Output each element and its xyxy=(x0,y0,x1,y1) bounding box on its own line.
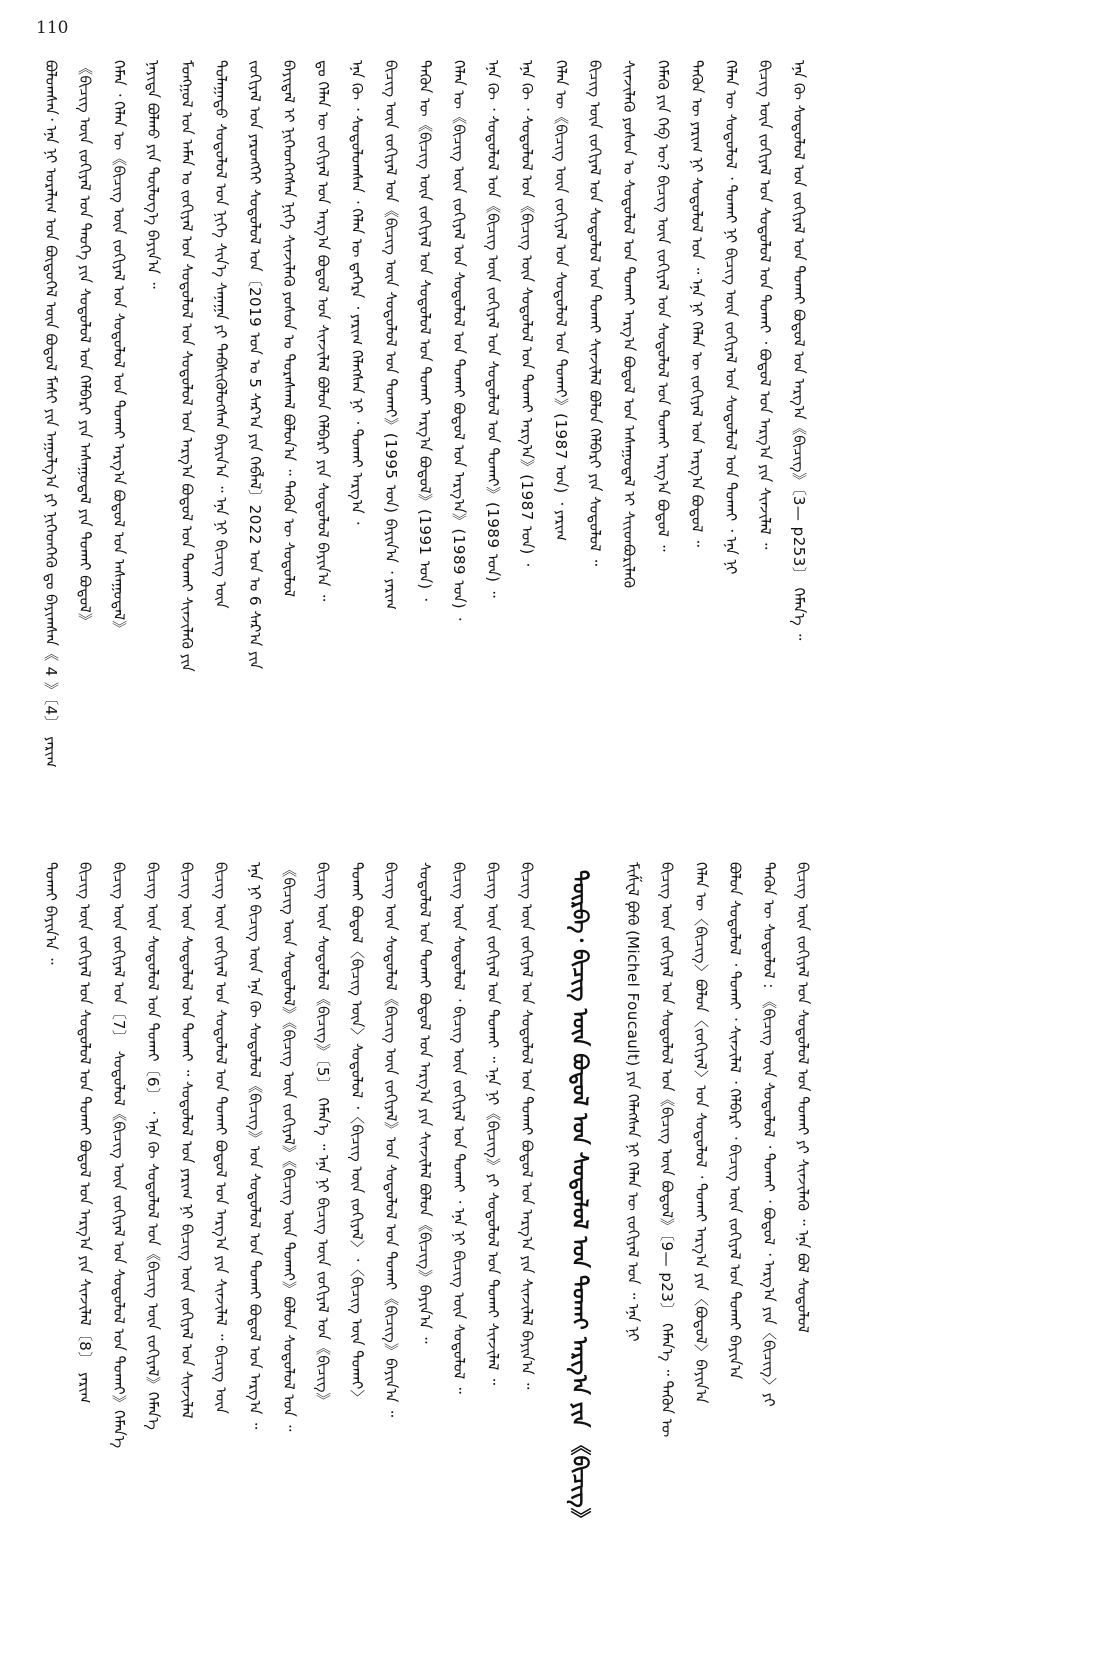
body-text: ᠲᠤᠬᠠᠶ ᠪᠣᠳᠤᠯ〈ᠪᠢᠴᠢᠭ ᠦᠨ〉ᠰᠤᠳᠤᠯᠤᠯ ᠂〈ᠪᠢᠴᠢᠭ ᠦᠨ ᠵᠣᠬᠢᠶᠠᠯ〉᠂〈ᠪᠢᠴᠢᠭ ᠦᠨ ᠲᠤᠬᠠᠶ〉 xyxy=(348,862,366,1405)
body-text: ᠪᠢᠴᠢᠭ ᠦᠨ ᠰᠤᠳᠤᠯᠤᠯ《ᠪᠢᠴᠢᠭ ᠦᠨ ᠵᠣᠬᠢᠶᠠᠯ》ᠤᠨ ᠰᠤᠳᠤᠯᠤᠯ ᠤᠨ ᠲᠤᠬᠠᠶ《ᠪᠢᠴᠢᠭ》ᠪᠠᠶᠢᠨ᠎ᠠ ᠃ xyxy=(382,862,400,1418)
top-block-text: ᠬᠡᠯᠡᠨ ᠦ《ᠪᠢᠴᠢᠭ ᠦᠨ ᠵᠣᠬᠢᠶᠠᠯ ᠤᠨ ᠰᠣᠳᠤᠯᠤᠯ ᠤᠨ ᠲᠤᠬᠠᠶ》(1987 ᠣᠨ) ᠂ ᠶᠠᠷᠢᠭ xyxy=(552,60,570,542)
top-block-text: ᠡᠨᠡ ᠬᠦ ᠂ ᠰᠤᠳᠤᠯᠤᠭᠰᠠᠨ ᠂ ᠬᠡᠯᠡᠨ ᠦ ᠳ᠋ᠡᠭᠡᠷᠡ ᠂ ᠶᠠᠷᠢᠭ ᠬᠡᠯᠡᠭᠰᠡᠨ ᠨᠢ ᠂ ᠲᠤᠬᠠᠶ ᠠᠷᠭ᠎ᠠ ᠂ xyxy=(348,60,366,525)
top-block-column xyxy=(68,60,102,800)
top-block-text: ᠪᠠᠶᠢᠳᠠᠯ ᠢ ᠨᠢᠭᠡᠳᠬᠡᠭᠰᠡᠨ ᠨᠢᠭᠡ ᠰᠢᠨᠵᠢᠯᠡᠬᠦ ᠶᠣᠰᠣᠨ ᠤ ᠳᠤᠷᠠᠰᠬᠠᠯ ᠪᠣᠯᠤᠨ᠎ᠠ ᠃ ᠲᠡᠭᠦᠨ ᠦ ᠰᠤᠳᠤᠯᠤᠯ xyxy=(280,60,298,597)
top-block-column xyxy=(714,60,748,800)
body-column xyxy=(34,862,68,1652)
top-block-text: ᠰᠢᠨᠵᠢᠯᠡᠬᠦ ᠶᠣᠰᠣᠨ ᠤ ᠰᠣᠳᠤᠯᠤᠯ ᠤᠨ ᠲᠤᠬᠠᠶ ᠠᠷᠭ᠎ᠠ ᠪᠣᠳᠤᠯ ᠤᠨ ᠠᠰᠠᠭᠤᠳᠠᠯ ᠢ ᠰᠢᠢᠳᠪᠦᠷᠢᠯᠡᠬᠦ xyxy=(620,60,638,589)
body-text: ᠪᠢᠴᠢᠭ ᠦᠨ ᠵᠣᠬᠢᠶᠠᠯ ᠤᠨ ᠲᠤᠬᠠᠶ ᠃ ᠡᠨᠡ ᠨᠢ《ᠪᠢᠴᠢᠭ》ᠶᠢ ᠰᠤᠳᠤᠯᠤᠯ ᠤᠨ ᠲᠤᠬᠠᠶ ᠰᠢᠨᠵᠢᠯᠡᠯ ᠃ xyxy=(484,862,502,1385)
top-block-text: ᠡᠨᠡ ᠬᠦ ᠰᠤᠳᠤᠯᠤᠯ ᠤᠨ ᠵᠣᠬᠢᠶᠠᠯ ᠤᠨ ᠲᠤᠬᠠᠶ ᠪᠣᠳᠤᠯ ᠤᠨ ᠠᠷᠭ᠎ᠠ《ᠪᠢᠴᠢᠭ》〔3— p253〕 ᠬᠡᠮᠡᠨ᠎ᠡ ᠃ xyxy=(790,60,808,641)
body-column xyxy=(510,862,544,1652)
body-text: ᠪᠢᠴᠢᠭ ᠦᠨ ᠵᠣᠬᠢᠶᠠᠯ ᠤᠨ ᠰᠤᠳᠤᠯᠤᠯ ᠤᠨ ᠲᠤᠬᠠᠶ ᠪᠣᠳᠤᠯ ᠤᠨ ᠠᠷᠭ᠎ᠠ ᠶᠢᠨ ᠰᠢᠨᠵᠢᠯᠡᠯ ᠃ ᠪᠢᠴᠢᠭ ᠦᠨ xyxy=(212,862,230,1414)
top-block-text: ᠮᠣᠩᠭᠣᠯ ᠤᠨ ᠠᠮᠠᠨ ᠤ ᠵᠣᠬᠢᠶᠠᠯ ᠤᠨ ᠰᠣᠳᠤᠯᠤᠯ ᠤᠨ ᠰᠤᠳᠤᠯᠤᠯ ᠤᠨ ᠠᠷᠭ᠎ᠠ ᠪᠣᠳᠤᠯ ᠤᠨ ᠲᠤᠬᠠᠶ ᠰᠢᠨᠵᠢᠯᠡᠬᠦ ᠶᠢᠨ xyxy=(178,60,196,672)
section-heading xyxy=(558,862,602,1652)
intro-text: ᠬᠡᠯᠡᠨ ᠦ〈ᠪᠢᠴᠢᠭ〉ᠪᠣᠯᠤᠨ〈ᠵᠣᠬᠢᠶᠠᠯ〉ᠤᠨ ᠰᠤᠳᠤᠯᠤᠯ ᠂ ᠲᠤᠬᠠᠶ ᠠᠷᠭ᠎ᠠ ᠶᠢᠨ〈ᠪᠣᠳᠤᠯ〉ᠪᠠᠶᠢᠨ᠎ᠠ xyxy=(692,862,710,1404)
intro-column xyxy=(752,862,786,1652)
intro-text: ᠪᠢᠴᠢᠭ ᠦᠨ ᠵᠣᠬᠢᠶᠠᠯ ᠤᠨ ᠰᠤᠳᠤᠯᠤᠯ ᠤᠨ ᠲᠤᠬᠠᠶ ᠶᠢ ᠰᠢᠨᠵᠢᠯᠡᠬᠦ ᠃ ᠡᠨᠡ ᠪᠣᠯ ᠰᠤᠳᠤᠯᠤᠯ xyxy=(794,862,812,1333)
top-block-column xyxy=(306,60,340,800)
section-block xyxy=(34,862,1078,1652)
body-column xyxy=(476,862,510,1652)
body-text: ᠪᠢᠴᠢᠭ ᠦᠨ ᠰᠤᠳᠤᠯᠤᠯ ᠂ ᠪᠢᠴᠢᠭ ᠦᠨ ᠵᠣᠬᠢᠶᠠᠯ ᠤᠨ ᠲᠤᠬᠠᠶ ᠂ ᠡᠨᠡ ᠨᠢ ᠪᠢᠴᠢᠭ ᠦᠨ ᠰᠤᠳᠤᠯᠤᠯ ᠃ xyxy=(450,862,468,1394)
body-text: ᠪᠢᠴᠢᠭ ᠦᠨ ᠵᠣᠬᠢᠶᠠᠯ ᠤᠨ ᠰᠤᠳᠤᠯᠤᠯ ᠤᠨ ᠲᠤᠬᠠᠶ ᠪᠣᠳᠤᠯ ᠤᠨ ᠠᠷᠭ᠎ᠠ ᠶᠢᠨ ᠰᠢᠨᠵᠢᠯᠡᠯ〔8〕 ᠶᠠᠷᠢᠭ xyxy=(76,862,94,1404)
body-text: ᠪᠢᠴᠢᠭ ᠦᠨ ᠰᠤᠳᠤᠯᠤᠯ ᠤᠨ ᠲᠤᠬᠠᠶ ᠃ ᠰᠤᠳᠤᠯᠤᠯ ᠤᠨ ᠶᠠᠷᠢᠭ ᠨᠢ ᠪᠢᠴᠢᠭ ᠦᠨ ᠵᠣᠬᠢᠶᠠᠯ ᠤᠨ ᠰᠢᠨᠵᠢᠯᠡᠯ xyxy=(178,862,196,1419)
body-text: 《ᠪᠢᠴᠢᠭ ᠦᠨ ᠰᠤᠳᠤᠯᠤᠯ》《ᠪᠢᠴᠢᠭ ᠦᠨ ᠵᠣᠬᠢᠶᠠᠯ》《ᠪᠢᠴᠢᠭ ᠦᠨ ᠲᠤᠬᠠᠶ》ᠪᠣᠯᠤᠨ ᠰᠤᠳᠤᠯᠤᠯ ᠤᠨ ᠃ xyxy=(280,862,298,1432)
body-column xyxy=(442,862,476,1652)
intro-text: ᠮᠢᠱᠧᠯ ᠹᠤᠻᠣ (Michel Foucault) ᠶᠢᠨ ᠬᠡᠯᠡᠭᠰᠡᠨ ᠨᠢ ᠬᠡᠯᠡᠨ ᠦ ᠵᠣᠬᠢᠶᠠᠯ ᠤᠨ ᠃ ᠡᠨᠡ ᠨᠢ xyxy=(624,862,642,1342)
top-block-text: ᠳ᠋ᠤ᠋ ᠬᠡᠯᠡᠨ ᠦ ᠵᠣᠬᠢᠶᠠᠯ ᠤᠨ ᠠᠷᠭ᠎ᠠ ᠪᠣᠳᠤᠯ ᠤᠨ ᠰᠢᠨᠵᠢᠯᠡᠯ ᠪᠣᠯᠤᠨ ᠬᠡᠯᠪᠡᠷᠢ ᠶᠢᠨ ᠰᠣᠳᠤᠯᠤᠯ ᠪᠠᠶᠢᠨ᠎ᠠ ᠃ xyxy=(314,60,332,602)
body-column xyxy=(272,862,306,1652)
intro-column xyxy=(786,862,820,1652)
top-block-text: ᠵᠣᠬᠢᠶᠠᠯ ᠤᠨ ᠶᠡᠷᠦᠩᠬᠡᠢ ᠰᠤᠳᠤᠯᠤᠯ ᠤᠨ〔2019 ᠣᠨ ᠤ 5 ᠰᠠᠷ᠎ᠠ ᠶᠢᠨ ᠬᠡᠪᠯᠡᠯ〕2022 ᠣᠨ ᠤ 6 ᠰᠠᠷ᠎ᠠ ᠶᠢᠨ xyxy=(246,60,264,670)
body-column xyxy=(374,862,408,1652)
top-block-column xyxy=(34,60,68,800)
top-block-text: ᠡᠨᠡ ᠬᠦ ᠂ ᠰᠤᠳᠤᠯᠤᠯ ᠤᠨ《ᠪᠢᠴᠢᠭ ᠦᠨ ᠰᠣᠳᠤᠯᠤᠯ ᠤᠨ ᠲᠤᠬᠠᠶ ᠠᠷᠭ᠎ᠠ》(1987 ᠣᠨ) ᠂ xyxy=(518,60,536,567)
top-block-column xyxy=(102,60,136,800)
top-block-text: ᠲᠡᠭᠦᠨ ᠦ ᠶᠠᠷᠢᠭ ᠨᠢ ᠰᠤᠳᠤᠯᠤᠯ ᠤᠨ ᠃ ᠡᠨᠡ ᠨᠢ ᠬᠡᠯᠡᠨ ᠦ ᠵᠣᠬᠢᠶᠠᠯ ᠤᠨ ᠠᠷᠭ᠎ᠠ ᠪᠣᠳᠤᠯ ᠃ xyxy=(688,60,706,547)
top-block-text: ᠪᠣᠯᠣᠭᠰᠠᠨ᠂ ᠡᠨᠡ ᠨᠢ ᠤᠷᠠᠯᠢᠭ ᠤᠨ ᠪᠦᠲᠦᠭᠡᠯ ᠦᠨ ᠪᠣᠳᠣᠯ ᠮᠠᠰᠢ ᠶᠢᠨ ᠠᠭᠤᠯᠭ᠎ᠠ ᠶᠢ ᠨᠢᠭᠡᠳᠬᠡᠬᠦ ᠳᠤ ᠪᠠᠶᠢᠭᠰᠠᠨ《 4 》〔4〕 ᠶᠠᠷᠢᠭ xyxy=(42,60,60,768)
page-number: 110 xyxy=(36,18,69,38)
body-column xyxy=(408,862,442,1652)
body-text: ᠪᠢᠴᠢᠭ ᠦᠨ ᠵᠣᠬᠢᠶᠠᠯ ᠤᠨ〔7〕 ᠰᠤᠳᠤᠯᠤᠯ《ᠪᠢᠴᠢᠭ ᠦᠨ ᠵᠣᠬᠢᠶᠠᠯ ᠤᠨ ᠰᠤᠳᠤᠯᠤᠯ ᠤᠨ ᠲᠤᠬᠠᠶ》ᠬᠡᠮᠡᠨ᠎ᠡ xyxy=(110,862,128,1449)
top-block-column xyxy=(782,60,816,800)
top-block-column xyxy=(204,60,238,800)
body-text: ᠪᠢᠴᠢᠭ ᠦᠨ ᠵᠣᠬᠢᠶᠠᠯ ᠤᠨ ᠰᠤᠳᠤᠯᠤᠯ ᠤᠨ ᠲᠤᠬᠠᠶ ᠪᠣᠳᠤᠯ ᠤᠨ ᠠᠷᠭ᠎ᠠ ᠶᠢᠨ ᠰᠢᠨᠵᠢᠯᠡᠯ ᠪᠠᠶᠢᠨ᠎ᠠ ᠃ xyxy=(518,862,536,1390)
intro-column xyxy=(650,862,684,1652)
intro-column xyxy=(718,862,752,1652)
top-block-column xyxy=(340,60,374,800)
top-block-column xyxy=(238,60,272,800)
top-block-text: ᠬᠡᠯᠡᠨ ᠦ《ᠪᠢᠴᠢᠭ ᠦᠨ ᠵᠣᠬᠢᠶᠠᠯ ᠤᠨ ᠰᠣᠳᠤᠯᠤᠯ ᠤᠨ ᠲᠤᠬᠠᠶ ᠪᠣᠳᠤᠯ ᠤᠨ ᠠᠷᠭ᠎ᠠ》(1989 ᠣᠨ) ᠂ xyxy=(450,60,468,621)
top-block-text: ᠨᠡᠶᠢᠲᠡ ᠪᠣᠯᠬᠤ ᠶᠢᠨ ᠲᠥᠯᠥᠭ᠎ᠡ ᠪᠠᠶᠢᠨ᠎ᠠ ᠃ xyxy=(144,60,162,289)
intro-text: ᠪᠣᠯᠤᠨ ᠰᠤᠳᠤᠯᠤᠯ ᠂ ᠲᠤᠬᠠᠶ ᠂ ᠰᠢᠨᠵᠢᠯᠡᠯ ᠂ ᠬᠡᠯᠪᠡᠷᠢ ᠂ ᠪᠢᠴᠢᠭ ᠦᠨ ᠵᠣᠬᠢᠶᠠᠯ ᠤᠨ ᠲᠤᠬᠠᠶ ᠪᠠᠶᠢᠨ᠎ᠠ xyxy=(726,862,744,1380)
top-block-text: 《ᠪᠢᠴᠢᠭ ᠦᠨ ᠵᠣᠬᠢᠶᠠᠯ ᠤᠨ ᠲᠡᠦᠬᠡ ᠶᠢᠨ ᠰᠣᠳᠤᠯᠤᠯ ᠤᠨ ᠬᠡᠯᠪᠡᠷᠢ ᠶᠢᠨ ᠠᠰᠠᠭᠤᠳᠠᠯ ᠶᠢᠨ ᠲᠤᠬᠠᠶ ᠪᠣᠳᠤᠯ》 xyxy=(76,60,94,629)
top-block-column xyxy=(646,60,680,800)
top-block-text: ᠪᠢᠴᠢᠭ ᠦᠨ ᠵᠣᠬᠢᠶᠠᠯ ᠤᠨ ᠰᠤᠳᠤᠯᠤᠯ ᠤᠨ ᠲᠤᠬᠠᠶ ᠰᠢᠨᠵᠢᠯᠡᠯ ᠪᠣᠯᠤᠨ ᠬᠡᠯᠪᠡᠷᠢ ᠶᠢᠨ ᠰᠣᠳᠤᠯᠤᠯ ᠃ xyxy=(586,60,604,566)
body-column xyxy=(102,862,136,1652)
top-block-text: ᠲᠡᠭᠦᠨ ᠦ《ᠪᠢᠴᠢᠭ ᠦᠨ ᠵᠣᠬᠢᠶᠠᠯ ᠤᠨ ᠰᠣᠳᠤᠯᠤᠯ ᠤᠨ ᠲᠤᠬᠠᠶ ᠠᠷᠭ᠎ᠠ ᠪᠣᠳᠤᠯ》(1991 ᠣᠨ) ᠂ xyxy=(416,60,434,601)
body-column xyxy=(170,862,204,1652)
top-block-column xyxy=(544,60,578,800)
top-block-column xyxy=(408,60,442,800)
intro-column xyxy=(616,862,650,1652)
top-block-column xyxy=(748,60,782,800)
top-block-text: ᠬᠡᠮᠡᠬᠦ ᠶᠢᠨ ᠬᠡᠪ ᠦ? ᠪᠢᠴᠢᠭ ᠦᠨ ᠵᠣᠬᠢᠶᠠᠯ ᠤᠨ ᠰᠤᠳᠤᠯᠤᠯ ᠤᠨ ᠲᠤᠬᠠᠶ ᠠᠷᠭ᠎ᠠ ᠪᠣᠳᠤᠯ ᠃ xyxy=(654,60,672,552)
body-column xyxy=(68,862,102,1652)
top-block-column xyxy=(680,60,714,800)
body-column xyxy=(136,862,170,1652)
top-block-column xyxy=(578,60,612,800)
body-column xyxy=(238,862,272,1652)
top-block-column xyxy=(272,60,306,800)
top-block-column xyxy=(374,60,408,800)
top-block-text: ᠬᠡᠯᠡᠨ ᠦ ᠰᠤᠳᠤᠯᠤᠯ ᠂ ᠲᠤᠬᠠᠶ ᠨᠢ ᠪᠢᠴᠢᠭ ᠦᠨ ᠵᠣᠬᠢᠶᠠᠯ ᠤᠨ ᠰᠤᠳᠤᠯᠤᠯ ᠤᠨ ᠲᠤᠬᠠᠶ ᠂ ᠡᠨᠡ ᠨᠢ xyxy=(722,60,740,575)
top-block-text: ᠡᠨᠡ ᠬᠦ ᠂ ᠰᠤᠳᠤᠯᠤᠯ ᠤᠨ《ᠪᠢᠴᠢᠭ ᠦᠨ ᠵᠣᠬᠢᠶᠠᠯ ᠤᠨ ᠰᠣᠳᠤᠯᠤᠯ ᠤᠨ ᠲᠤᠬᠠᠶ》(1989 ᠣᠨ) ᠃ xyxy=(484,60,502,598)
top-block-column xyxy=(476,60,510,800)
body-text: ᠡᠨᠡ ᠨᠢ ᠪᠢᠴᠢᠭ ᠦᠨ ᠡᠨᠡ ᠬᠦ ᠰᠤᠳᠤᠯᠤᠯ《ᠪᠢᠴᠢᠭ》ᠤᠨ ᠰᠤᠳᠤᠯᠤᠯ ᠤᠨ ᠲᠤᠬᠠᠶ ᠪᠣᠳᠤᠯ ᠤᠨ ᠠᠷᠭ᠎ᠠ ᠃ xyxy=(246,862,264,1430)
body-column xyxy=(340,862,374,1652)
body-text: ᠪᠢᠴᠢᠭ ᠦᠨ ᠰᠤᠳᠤᠯᠤᠯ《ᠪᠢᠴᠢᠭ》〔5〕 ᠬᠡᠮᠡᠨ᠎ᠡ ᠃ ᠡᠨᠡ ᠨᠢ ᠪᠢᠴᠢᠭ ᠦᠨ ᠵᠣᠬᠢᠶᠠᠯ ᠤᠨ《ᠪᠢᠴᠢᠭ》 xyxy=(314,862,332,1409)
top-text-block xyxy=(34,60,1078,800)
body-column xyxy=(306,862,340,1652)
body-text: ᠪᠢᠴᠢᠭ ᠦᠨ ᠰᠤᠳᠤᠯᠤᠯ ᠤᠨ ᠲᠤᠬᠠᠶ〔6〕 ᠂ ᠡᠨᠡ ᠬᠦ ᠰᠤᠳᠤᠯᠤᠯ ᠤᠨ《ᠪᠢᠴᠢᠭ ᠦᠨ ᠵᠣᠬᠢᠶᠠᠯ》ᠬᠡᠮᠡᠨ᠎ᠡ xyxy=(144,862,162,1430)
top-block-column xyxy=(136,60,170,800)
body-text: ᠲᠤᠬᠠᠶ ᠪᠠᠶᠢᠨ᠎ᠠ ᠃ xyxy=(42,862,60,965)
top-block-text: ᠲᠤᠯᠠᠭᠠᠳᠤ ᠰᠤᠳᠤᠯᠤᠯ ᠤᠨ ᠨᠢᠭᠡ ᠰᠢᠨ᠎ᠡ ᠰᠠᠨᠠᠭᠠ ᠶᠢ ᠳᠡᠪᠰᠢᠭᠦᠯᠦᠭᠰᠡᠨ ᠪᠠᠶᠢᠨ᠎ᠠ ᠃ ᠡᠨᠡ ᠨᠢ ᠪᠢᠴᠢᠭ ᠦᠨ xyxy=(212,60,230,609)
top-block-column xyxy=(510,60,544,800)
top-block-text: ᠪᠢᠴᠢᠭ ᠦᠨ ᠵᠣᠬᠢᠶᠠᠯ ᠤᠨ ᠰᠤᠳᠤᠯᠤᠯ ᠤᠨ ᠲᠤᠬᠠᠶ ᠂ ᠪᠣᠳᠤᠯ ᠤᠨ ᠠᠷᠭ᠎ᠠ ᠶᠢᠨ ᠰᠢᠨᠵᠢᠯᠡᠯ ᠃ xyxy=(756,60,774,550)
intro-column xyxy=(684,862,718,1652)
body-column xyxy=(204,862,238,1652)
top-block-column xyxy=(170,60,204,800)
section-heading-text: ᠳᠦᠷᠪᠡ᠂ ᠪᠢᠴᠢᠭ ᠦᠨ ᠪᠤᠳᠤᠯ ᠤᠨ ᠰᠤᠳᠤᠯᠤᠯ ᠤᠨ ᠲᠤᠬᠠᠶ ᠠᠷᠭ᠎ᠠ ᠶᠢᠨ 《ᠪᠢᠴᠢᠭ》 xyxy=(568,870,592,1529)
top-block-text: ᠪᠢᠴᠢᠭ ᠦᠨ ᠵᠣᠬᠢᠶᠠᠯ ᠤᠨ《ᠪᠢᠴᠢᠭ ᠦᠨ ᠰᠣᠳᠤᠯᠤᠯ ᠤᠨ ᠲᠤᠬᠠᠶ》(1995 ᠣᠨ) ᠪᠠᠶᠢᠨ᠎ᠠ ᠂ ᠶᠠᠷᠢᠭ xyxy=(382,60,400,610)
intro-text: ᠪᠢᠴᠢᠭ ᠦᠨ ᠵᠣᠬᠢᠶᠠᠯ ᠤᠨ ᠰᠤᠳᠤᠯᠤᠯ ᠤᠨ《ᠪᠢᠴᠢᠭ ᠦᠨ ᠪᠣᠳᠤᠯ》〔9— p23〕 ᠬᠡᠮᠡᠨ᠎ᠡ ᠃ ᠲᠡᠭᠦᠨ ᠦ xyxy=(658,862,676,1438)
intro-text: ᠲᠡᠭᠦᠨ ᠦ ᠰᠤᠳᠤᠯᠤᠯ : 《ᠪᠢᠴᠢᠭ ᠦᠨ ᠰᠤᠳᠤᠯᠤᠯ ᠂ ᠲᠤᠬᠠᠶ ᠂ ᠪᠣᠳᠤᠯ ᠂ ᠠᠷᠭ᠎ᠠ ᠶᠢᠨ〈ᠪᠢᠴᠢᠭ〉ᠶᠢ xyxy=(760,862,778,1407)
top-block-column xyxy=(612,60,646,800)
top-block-text: ᠬᠡᠮᠡᠨ ᠂ ᠬᠡᠯᠡᠨ ᠦ《ᠪᠢᠴᠢᠭ ᠦᠨ ᠵᠣᠬᠢᠶᠠᠯ ᠤᠨ ᠰᠣᠳᠤᠯᠤᠯ ᠤᠨ ᠲᠤᠬᠠᠶ ᠠᠷᠭ᠎ᠠ ᠪᠣᠳᠤᠯ ᠤᠨ ᠠᠰᠠᠭᠤᠳᠠᠯ》 xyxy=(110,60,128,636)
body-text: ᠰᠤᠳᠤᠯᠤᠯ ᠤᠨ ᠲᠤᠬᠠᠶ ᠪᠣᠳᠤᠯ ᠤᠨ ᠠᠷᠭ᠎ᠠ ᠶᠢᠨ ᠰᠢᠨᠵᠢᠯᠡᠯ ᠪᠣᠯᠤᠨ《ᠪᠢᠴᠢᠭ》ᠪᠠᠶᠢᠨ᠎ᠠ ᠃ xyxy=(416,862,434,1344)
top-block-column xyxy=(442,60,476,800)
